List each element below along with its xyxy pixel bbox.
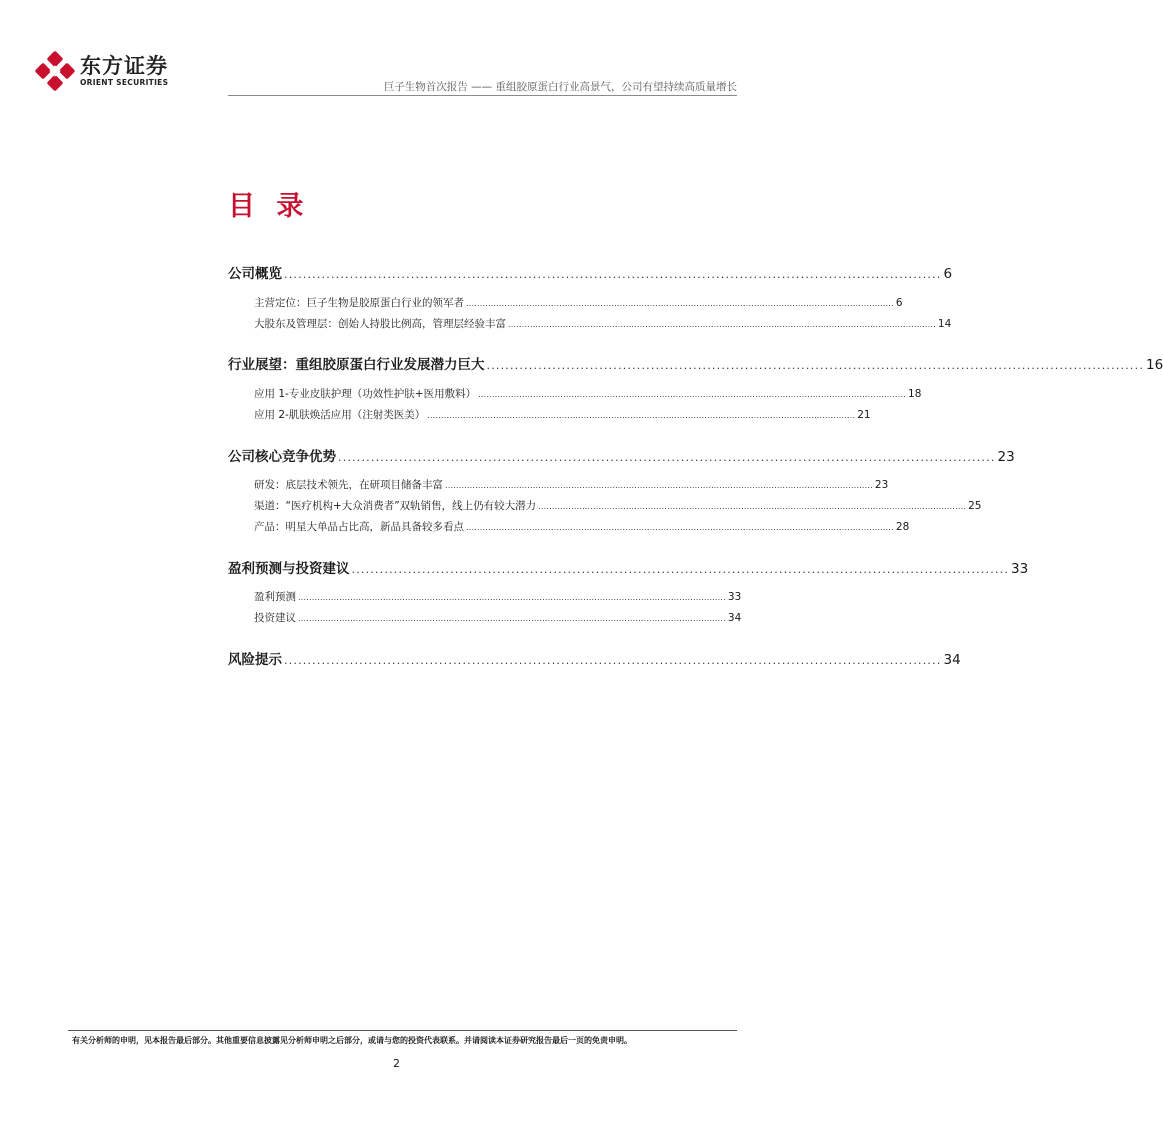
toc-entry-page: 14 <box>937 318 952 330</box>
toc-heading: 目 录 <box>228 191 310 222</box>
toc-entry[interactable] <box>228 445 1015 465</box>
logo-name-cn: 东方证券 <box>80 54 168 78</box>
orient-securities-logo-icon <box>36 52 74 90</box>
toc-entry[interactable] <box>254 498 982 513</box>
toc-entry-page: 16 <box>1146 357 1163 373</box>
toc-entry-label: 风险提示 <box>228 652 282 668</box>
toc-leader-dots: ............................................................................................................................................ <box>338 451 996 464</box>
toc-leader-dots: ............................................................................................................................................ <box>284 654 942 667</box>
footer-divider <box>68 1030 737 1031</box>
toc-entry-page: 33 <box>727 591 742 603</box>
toc-entry-label: 产品：明星大单品占比高，新品具备较多看点 <box>254 521 464 533</box>
toc-leader-dots: ............................................................................................................................................................ <box>466 299 894 308</box>
toc-entry[interactable] <box>254 610 742 625</box>
toc-entry-label: 盈利预测与投资建议 <box>228 561 350 577</box>
toc-entry-label: 盈利预测 <box>254 591 296 603</box>
toc-leader-dots: ............................................................................................................................................ <box>351 563 1010 576</box>
toc-entry[interactable] <box>254 316 952 331</box>
toc-entry-page: 28 <box>895 521 910 533</box>
toc-entry[interactable] <box>228 262 953 282</box>
toc-entry[interactable] <box>254 589 742 604</box>
toc-entry-page: 21 <box>857 409 871 421</box>
toc-leader-dots: ............................................................................................................................................................ <box>466 523 894 532</box>
company-logo <box>36 52 168 90</box>
toc-entry-label: 公司核心竞争优势 <box>228 449 336 465</box>
toc-entry[interactable] <box>228 353 1163 373</box>
table-of-contents <box>228 0 1163 700</box>
toc-entry-page: 23 <box>997 449 1015 465</box>
toc-entry-label: 大股东及管理层：创始人持股比例高，管理层经验丰富 <box>254 318 506 330</box>
toc-entry-label: 主营定位：巨子生物是胶原蛋白行业的领军者 <box>254 297 464 309</box>
toc-entry[interactable] <box>254 407 871 422</box>
toc-entry-page: 33 <box>1011 561 1029 577</box>
toc-entry-page: 25 <box>968 500 982 512</box>
toc-leader-dots: ............................................................................................................................................................ <box>478 390 907 399</box>
toc-entry-page: 18 <box>908 388 922 400</box>
toc-entry[interactable] <box>254 386 922 401</box>
toc-entry-label: 应用 2-肌肤焕活应用（注射类医美） <box>254 409 426 421</box>
toc-entry[interactable] <box>228 648 961 668</box>
toc-entry[interactable] <box>254 477 889 492</box>
toc-entry-page: 34 <box>943 652 961 668</box>
toc-entry-label: 公司概览 <box>228 266 282 282</box>
toc-entry-page: 6 <box>895 297 903 309</box>
toc-leader-dots: ............................................................................................................................................................ <box>298 614 726 623</box>
toc-leader-dots: ............................................................................................................................................ <box>284 268 942 281</box>
toc-entry[interactable] <box>254 519 910 534</box>
report-title: 巨子生物首次报告 —— 重组胶原蛋白行业高景气，公司有望持续高质量增长 <box>383 81 737 93</box>
toc-entry-label: 应用 1-专业皮肤护理（功效性护肤+医用敷料） <box>254 388 477 400</box>
toc-entry-label: 行业展望：重组胶原蛋白行业发展潜力巨大 <box>228 357 485 373</box>
toc-entry-label: 研发：底层技术领先，在研项目储备丰富 <box>254 479 443 491</box>
logo-name-en: ORIENT SECURITIES <box>80 78 169 87</box>
toc-leader-dots: ............................................................................................................................................ <box>486 359 1145 372</box>
toc-entry-page: 34 <box>727 612 742 624</box>
footer-disclaimer: 有关分析师的申明，见本报告最后部分。其他重要信息披露见分析师申明之后部分，或请与您的投资代表联系。并请阅读本证券研究报告最后一页的免责申明。 <box>72 1036 632 1045</box>
toc-leader-dots: ............................................................................................................................................................ <box>538 502 967 511</box>
toc-leader-dots: ............................................................................................................................................................ <box>427 411 856 420</box>
toc-leader-dots: ............................................................................................................................................................ <box>445 481 873 490</box>
page-number: 2 <box>393 1057 400 1070</box>
toc-entry[interactable] <box>254 295 903 310</box>
toc-entry-label: 渠道：“医疗机构+大众消费者”双轨销售，线上仍有较大潜力 <box>254 500 537 512</box>
toc-leader-dots: ............................................................................................................................................................ <box>298 593 726 602</box>
toc-entry-page: 6 <box>943 266 953 282</box>
toc-entry[interactable] <box>228 557 1029 577</box>
toc-entry-label: 投资建议 <box>254 612 296 624</box>
toc-leader-dots: ............................................................................................................................................................ <box>508 320 936 329</box>
toc-entry-page: 23 <box>874 479 889 491</box>
